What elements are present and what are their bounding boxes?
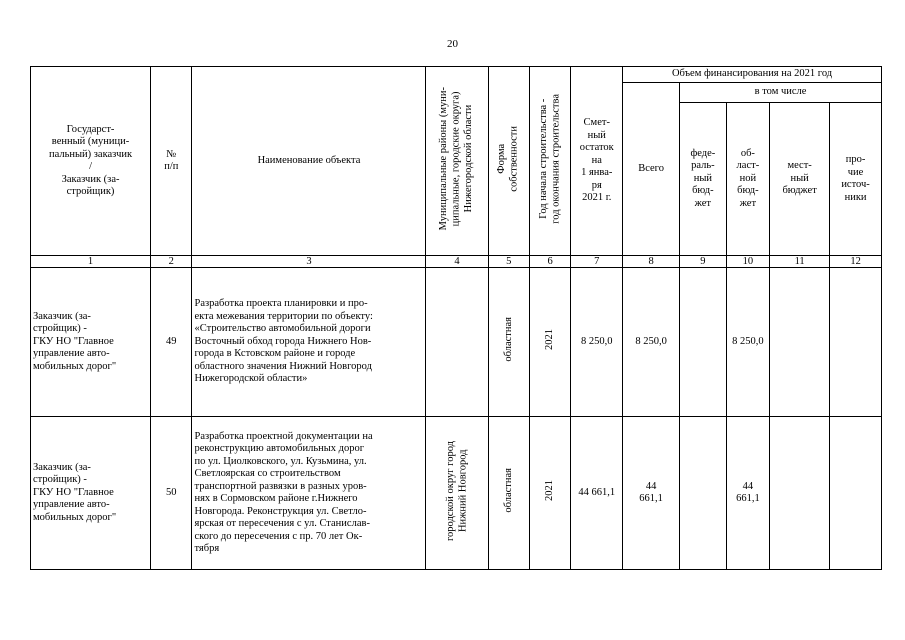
row-object-name: Разработка проекта планировки и про- екта межевания территории по объекту: «Строительство автомобильной дороги Восточный обход города Нижнего Нов- города в Кстовском районе и городе областного значения Нижний Новгород Нижегородской области» [192, 268, 426, 417]
header-federal: феде- раль- ный бюд- жет [680, 103, 727, 256]
header-num: № п/п [151, 67, 192, 256]
row-estimate: 8 250,0 [571, 268, 623, 417]
header-customer: Государст- венный (муници- пальный) заказчик / Заказчик (за- стройщик) [31, 67, 151, 256]
header-including: в том числе [680, 83, 882, 103]
row-years [529, 268, 570, 417]
page-number: 20 [447, 38, 458, 50]
row-object-name: Разработка проектной документации на реконструкцию автомобильных дорог по ул. Циолковского, ул. Кузьмина, ул. Светлоярская со строительством транспортной развязки в разных уров- нях в Сормовском районе г.Нижнего Новгорода. Реконструкция ул. Светло- ярская от пересечения с ул. Станислав- ского до пересечения с пр. 70 лет Ок- тября [192, 417, 426, 570]
row-years-text: 2021 [543, 329, 555, 351]
row-ownership [488, 417, 529, 570]
row-ownership [488, 268, 529, 417]
column-number: 12 [830, 256, 882, 268]
column-number: 2 [151, 256, 192, 268]
row-total: 44 661,1 [623, 417, 680, 570]
header-funding-volume: Объем финансирования на 2021 год [623, 67, 882, 83]
header-local: мест- ный бюджет [770, 103, 830, 256]
table-row [31, 268, 882, 417]
row-regional: 44 661,1 [726, 417, 769, 570]
row-years [529, 417, 570, 570]
row-ownership-text: областная [502, 468, 514, 514]
row-other [830, 417, 882, 570]
header-estimate: Смет- ный остаток на 1 янва- ря 2021 г. [571, 67, 623, 256]
row-customer: Заказчик (за- стройщик) - ГКУ НО "Главное управление авто- мобильных дорог" [31, 417, 151, 570]
row-federal [680, 268, 727, 417]
header-districts-text: Муниципальные районы (муни- ципальные, городские округа) Нижегородской области [438, 87, 475, 231]
row-other [830, 268, 882, 417]
column-number: 3 [192, 256, 426, 268]
column-number: 5 [488, 256, 529, 268]
header-years [529, 67, 570, 256]
row-district-text: городской округ город Нижний Новгород [444, 440, 468, 541]
header-regional: об- ласт- ной бюд- жет [726, 103, 769, 256]
row-estimate: 44 661,1 [571, 417, 623, 570]
header-ownership-text: Форма собственности [496, 125, 520, 192]
header-ownership [488, 67, 529, 256]
row-years-text: 2021 [543, 480, 555, 502]
row-local [770, 268, 830, 417]
column-number: 7 [571, 256, 623, 268]
row-federal [680, 417, 727, 570]
row-num: 50 [151, 417, 192, 570]
funding-table [30, 66, 882, 570]
column-number: 10 [726, 256, 769, 268]
column-number: 6 [529, 256, 570, 268]
header-total: Всего [623, 83, 680, 256]
table-row [31, 417, 882, 570]
header-districts [426, 67, 488, 256]
header-years-text: Год начала строительства - год окончания строительства [537, 93, 562, 224]
column-number: 1 [31, 256, 151, 268]
column-number: 4 [426, 256, 488, 268]
row-local [770, 417, 830, 570]
row-customer: Заказчик (за- стройщик) - ГКУ НО "Главное управление авто- мобильных дорог" [31, 268, 151, 417]
row-ownership-text: областная [502, 317, 514, 363]
header-object-name: Наименование объекта [192, 67, 426, 256]
row-district [426, 417, 488, 570]
column-numbers-row [31, 256, 882, 268]
header-other: про- чие источ- ники [830, 103, 882, 256]
column-number: 11 [770, 256, 830, 268]
row-regional: 8 250,0 [726, 268, 769, 417]
row-total: 8 250,0 [623, 268, 680, 417]
row-district [426, 268, 488, 417]
column-number: 8 [623, 256, 680, 268]
row-num: 49 [151, 268, 192, 417]
column-number: 9 [680, 256, 727, 268]
